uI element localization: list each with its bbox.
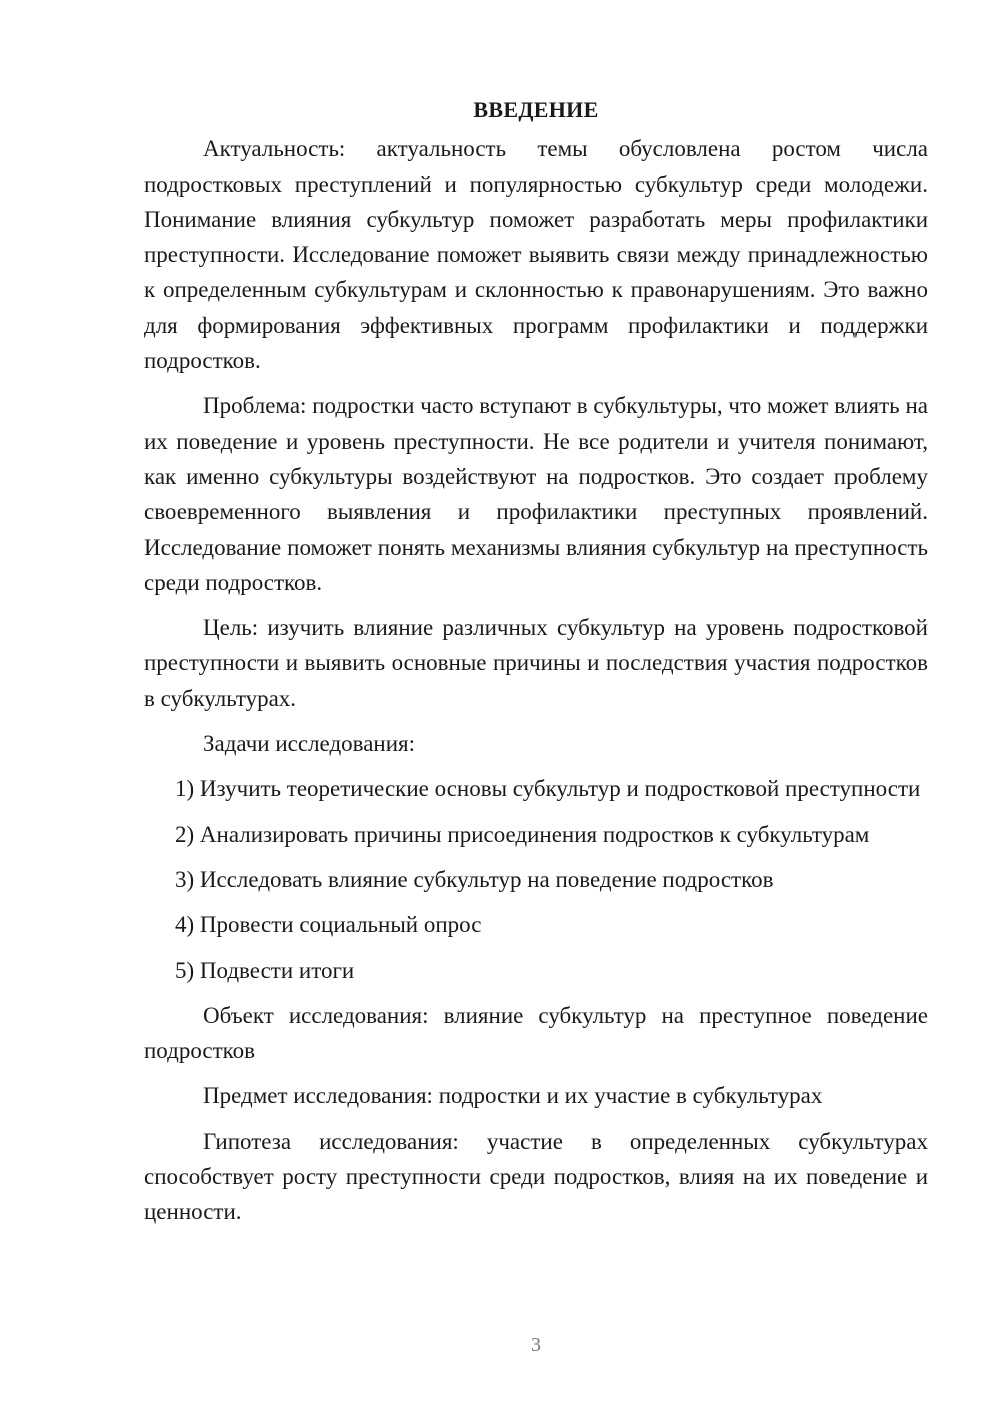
task-item-1: 1) Изучить теоретические основы субкультур и подростковой преступности xyxy=(175,776,921,802)
hypothesis-paragraph: Гипотеза исследования: участие в определенных субкультурах способствует росту преступности среди подростков, влияя на их поведение и ценности. xyxy=(144,1128,928,1225)
relevance-paragraph: Актуальность: актуальность темы обусловлена ростом числа подростковых преступлений и популярностью субкультур среди молодежи. Понимание влияния субкультур поможет разработать меры профилактики преступности. Исследование поможет выявить связи между принадлежностью к определенным субкультурам и склонностью к правонарушениям. Это важно для формирования эффективных программ профилактики и поддержки подростков. xyxy=(144,136,928,374)
task-item-4: 4) Провести социальный опрос xyxy=(175,912,482,938)
object-paragraph: Объект исследования: влияние субкультур на преступное поведение подростков xyxy=(144,1002,928,1064)
problem-paragraph: Проблема: подростки часто вступают в субкультуры, что может влиять на их поведение и уровень преступности. Не все родители и учителя понимают, как именно субкультуры воздействуют на подростков. Это создает проблему своевременного выявления и профилактики преступных проявлений. Исследование поможет понять механизмы влияния субкультур на преступность среди подростков. xyxy=(144,393,928,595)
task-item-3: 3) Исследовать влияние субкультур на поведение подростков xyxy=(175,866,774,892)
task-item-5: 5) Подвести итоги xyxy=(175,957,355,983)
tasks-heading: Задачи исследования: xyxy=(203,731,416,757)
section-title: ВВЕДЕНИЕ xyxy=(473,97,599,122)
goal-paragraph: Цель: изучить влияние различных субкультур на уровень подростковой преступности и выявить основные причины и последствия участия подростков в субкультурах. xyxy=(144,615,928,711)
subject-paragraph: Предмет исследования: подростки и их участие в субкультурах xyxy=(203,1083,823,1109)
page-body xyxy=(144,92,928,1240)
page-number: 3 xyxy=(531,1334,541,1356)
task-item-2: 2) Анализировать причины присоединения подростков к субкультурам xyxy=(175,821,870,847)
